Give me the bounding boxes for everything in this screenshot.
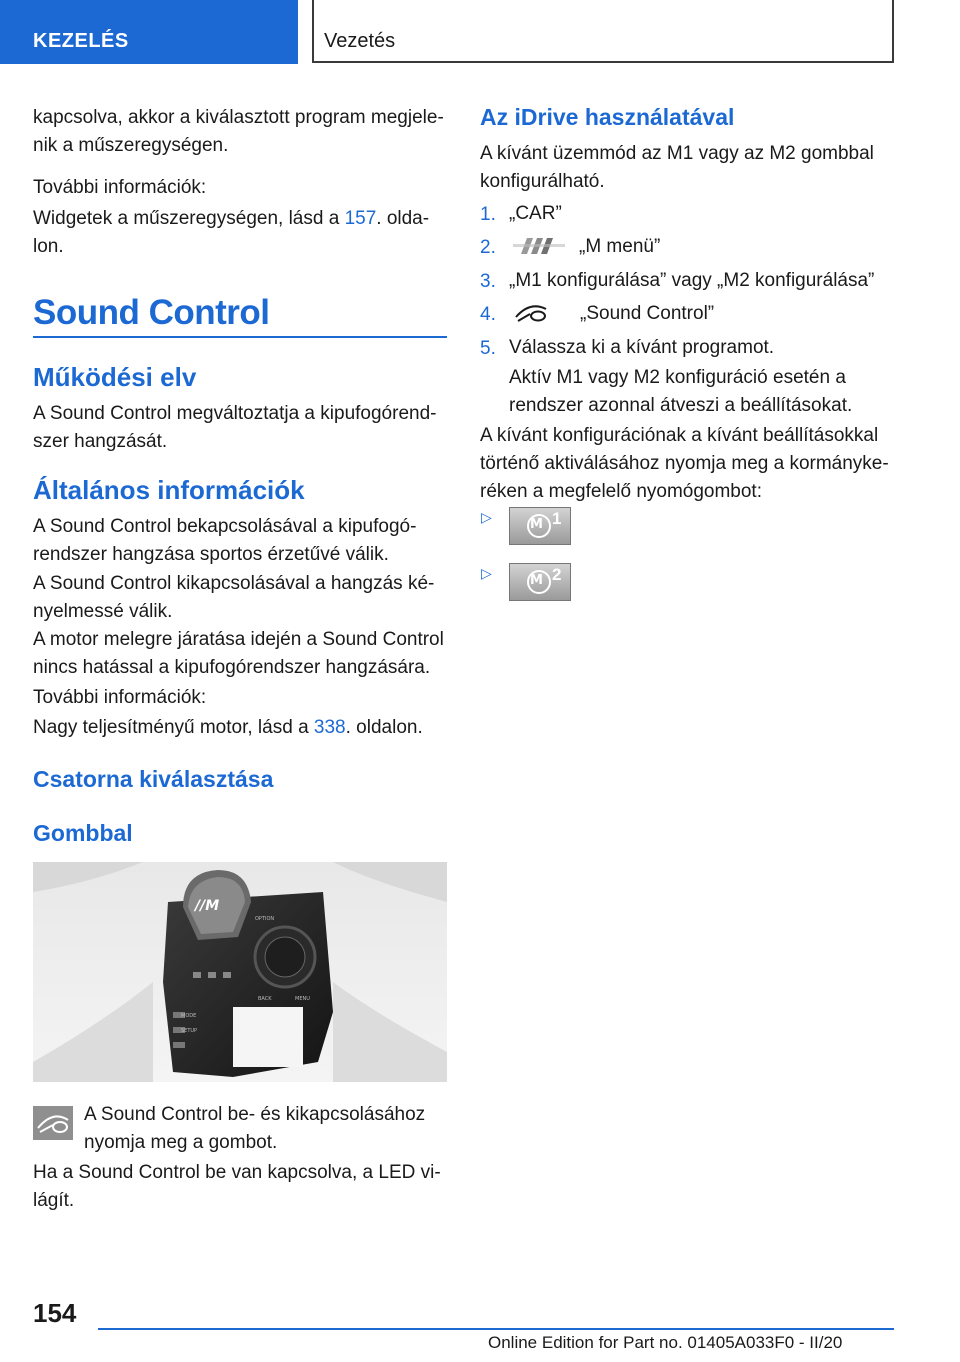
header-section-tab [0,0,298,64]
photo-label-option: OPTION [255,916,275,922]
widget-reference-suffix: . olda- [376,208,430,229]
m1-button-letter: M [530,517,543,532]
engine-reference [33,714,423,742]
page-title: Sound Control [33,293,270,332]
button-instruction-line-2: nyomja meg a gombot. [84,1132,278,1153]
page-number: 154 [33,1298,77,1328]
heading-mukodesi-elv: Működési elv [33,362,197,392]
step-number: 4. [480,304,496,325]
led-line-2: lágít. [33,1190,75,1211]
gear-lever-m-logo: //M [195,898,220,914]
bullet-marker: ▷ [481,509,492,525]
bullet-marker: ▷ [481,565,492,581]
footer-rule [98,1328,894,1330]
step-number: 5. [480,338,496,359]
configuration-line-2: történő aktiválásához nyomja meg a kormányke- [480,453,889,474]
step-text: „M1 konfigurálása” vagy „M2 konfigurálása” [509,270,875,291]
widget-reference [33,205,429,233]
more-info-label-2: További információk: [33,687,207,708]
m2-button-number: 2 [552,565,562,584]
center-console-illustration [33,862,447,1082]
step-number: 2. [480,237,496,258]
engine-page-link[interactable]: 338 [313,717,346,738]
altalanos-p3-line-1: A motor melegre járatása idején a Sound Control [33,629,444,650]
heading-gombbal: Gombbal [33,820,133,846]
step-number: 3. [480,271,496,292]
altalanos-p2-line-1: A Sound Control kikapcsolásával a hangzás ké- [33,573,435,594]
altalanos-p1-line-2: rendszer hangzása sportos érzetűvé válik. [33,544,389,565]
footer-edition-text: Online Edition for Part no. 01405A033F0 - II/20 [488,1333,843,1352]
configuration-line-1: A kívánt konfigurációnak a kívánt beállításokkal [480,425,879,446]
m1-button-number: 1 [552,509,562,528]
center-console-photo [33,862,447,1082]
photo-label-menu: MENU [295,996,310,1002]
altalanos-p2-line-2: nyelmessé válik. [33,601,173,622]
led-line-1: Ha a Sound Control be van kapcsolva, a LED vi- [33,1162,441,1183]
altalanos-p1-line-1: A Sound Control bekapcsolásával a kipufogó- [33,516,417,537]
widget-reference-text: Widgetek a műszeregységen, lásd a [33,208,345,229]
engine-reference-suffix: . oldalon. [345,717,423,738]
button-instruction-line-1: A Sound Control be- és kikapcsolásához [84,1104,426,1125]
step-5-note-line-1: Aktív M1 vagy M2 konfiguráció esetén a [509,367,846,388]
sound-control-button-icon [33,1106,73,1140]
header-section-label: KEZELÉS [33,30,129,52]
intro-line-1: kapcsolva, akkor a kiválasztott program megjele- [33,107,444,128]
m2-button-icon [509,563,571,601]
step-number: 1. [480,204,496,225]
photo-label-setup: SETUP [181,1028,198,1034]
altalanos-p3-line-2: nincs hatással a kipufogórendszer hangzására. [33,657,431,678]
header-chapter-tab [312,0,894,63]
heading-idrive: Az iDrive használatával [480,104,735,130]
widget-reference-line-2: lon. [33,236,64,257]
heading-csatorna: Csatorna kiválasztása [33,766,274,792]
idrive-line-2: konfigurálható. [480,171,605,192]
more-info-label-1: További információk: [33,177,207,198]
mukodes-line-2: szer hangzását. [33,431,168,452]
photo-label-mode: MODE [181,1013,197,1019]
title-rule [33,336,447,338]
m1-button-icon [509,507,571,545]
step-5-note-line-2: rendszer azonnal átveszi a beállításokat. [509,395,853,416]
heading-altalanos: Általános információk [33,475,305,505]
mukodes-line-1: A Sound Control megváltoztatja a kipufogórend- [33,403,437,424]
header-chapter-label: Vezetés [324,30,396,52]
engine-reference-text: Nagy teljesítményű motor, lásd a [33,717,314,738]
sound-control-icon [512,299,552,327]
configuration-line-3: réken a megfelelő nyomógombot: [480,481,762,502]
m-menu-icon [511,236,566,256]
step-text: „M menü” [579,236,661,257]
m2-button-letter: M [530,573,543,588]
idrive-line-1: A kívánt üzemmód az M1 vagy az M2 gombbal [480,143,874,164]
intro-line-2: nik a műszeregységen. [33,135,229,156]
widget-page-link[interactable]: 157 [344,208,377,229]
step-text: „CAR” [509,203,562,224]
photo-label-back: BACK [258,996,272,1002]
step-text: „Sound Control” [580,303,715,324]
step-text: Válassza ki a kívánt programot. [509,337,775,358]
